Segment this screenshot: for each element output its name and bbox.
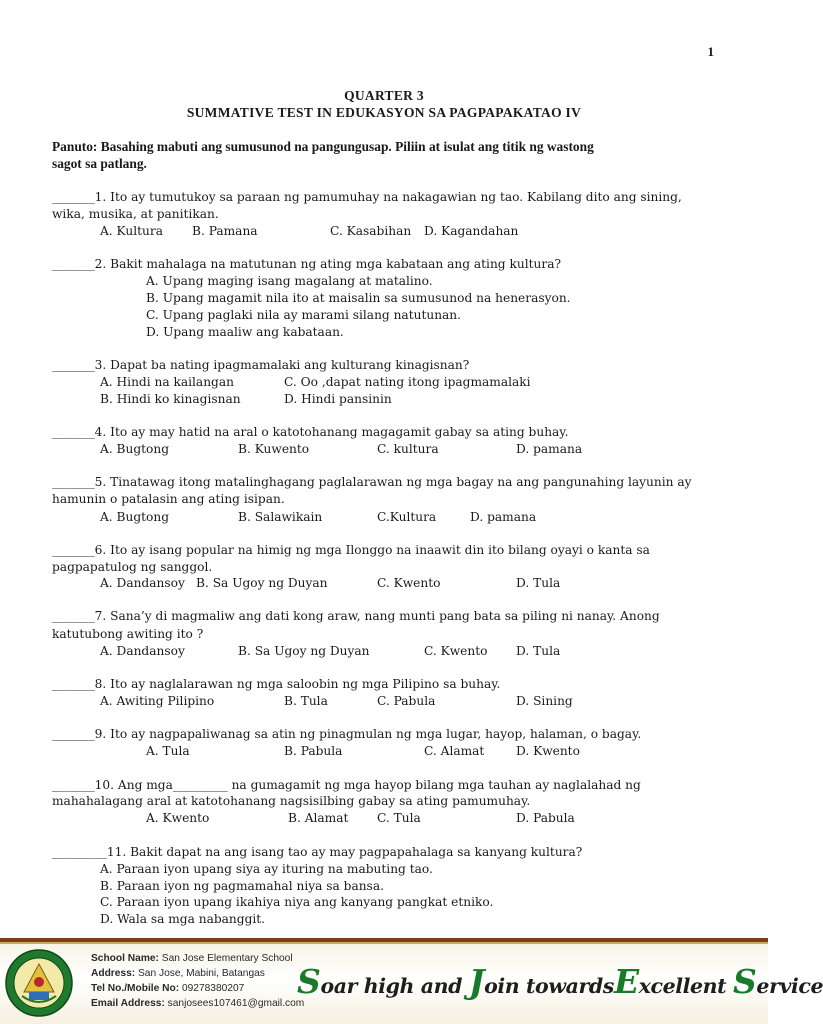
email: sanjosees107461@gmail.com	[167, 998, 305, 1009]
school-info	[91, 951, 304, 1011]
question-5-option-a: A. Bugtong	[100, 510, 170, 524]
question-11-option-b: B. Paraan iyon ng pagmamahal niya sa bansa.	[100, 879, 384, 893]
question-2-option-c: C. Upang paglaki nila ay marami silang natutunan.	[146, 308, 462, 322]
motto-letter-e: E	[613, 962, 639, 1001]
question-11-text-line-1: _________11. Bakit dapat na ang isang tao ay may pagpapahalaga sa kanyang kultura?	[52, 845, 583, 859]
instructions-line-2: sagot sa patlang.	[52, 156, 147, 171]
tel-label: Tel No./Mobile No:	[91, 983, 180, 994]
question-3-option-a: A. Hindi na kailangan	[100, 375, 234, 389]
question-7-option-b: B. Sa Ugoy ng Duyan	[238, 644, 370, 658]
email-row	[91, 996, 304, 1011]
test-title: SUMMATIVE TEST IN EDUKASYON SA PAGPAPAKATAO IV	[186, 105, 582, 120]
test-quarter-heading: QUARTER 3	[344, 88, 424, 103]
question-1-option-a: A. Kultura	[100, 224, 163, 238]
question-9-option-c: C. Alamat	[424, 744, 485, 758]
question-6-text-line-1: _______6. Ito ay isang popular na himig ng mga Ilonggo na inaawit din ito bilang oyayi o kanta sa	[52, 543, 650, 557]
question-7-option-c: C. Kwento	[424, 644, 488, 658]
question-8-text-line-1: _______8. Ito ay naglalarawan ng mga saloobin ng mga Pilipino sa buhay.	[52, 677, 501, 691]
motto-part-3: xcellent	[638, 974, 733, 998]
question-9-option-d: D. Kwento	[516, 744, 580, 758]
address-label: Address:	[91, 968, 136, 979]
question-7-text-line-1: _______7. Sana’y di magmaliw ang dati kong araw, nang munti pang bata sa piling ni nanay. Anong	[52, 609, 660, 623]
question-9-option-a: A. Tula	[146, 744, 190, 758]
question-10-option-d: D. Pabula	[516, 811, 575, 825]
question-5-option-c: C.Kultura	[377, 510, 437, 524]
instructions-line-1: Panuto: Basahing mabuti ang sumusunod na pangungusap. Piliin at isulat ang titik ng wastong	[52, 139, 594, 154]
question-11-option-d: D. Wala sa mga nabanggit.	[100, 912, 266, 926]
question-6-option-a: A. Dandansoy	[100, 576, 185, 590]
question-6-option-b: B. Sa Ugoy ng Duyan	[196, 576, 328, 590]
question-4-option-d: D. pamana	[516, 442, 583, 456]
question-2-text-line-1: _______2. Bakit mahalaga na matutunan ng ating mga kabataan ang ating kultura?	[52, 257, 561, 271]
question-11-option-a: A. Paraan iyon upang siya ay ituring na mabuting tao.	[100, 862, 433, 876]
question-3-option-c: C. Oo ,dapat nating itong ipagmamalaki	[284, 375, 531, 389]
question-11-option-c: C. Paraan iyon upang ikahiya niya ang kanyang pangkat etniko.	[100, 895, 494, 909]
question-1-option-c: C. Kasabihan	[330, 224, 412, 238]
school-seal-icon	[4, 948, 74, 1018]
address-row	[91, 966, 304, 981]
tel: 09278380207	[181, 983, 245, 994]
question-3-text-line-1: _______3. Dapat ba nating ipagmamalaki ang kulturang kinagisnan?	[52, 358, 470, 372]
question-10-option-c: C. Tula	[377, 811, 421, 825]
question-3-option-b: B. Hindi ko kinagisnan	[100, 392, 241, 406]
question-10-text-line-1: _______10. Ang mga_________ na gumagamit ng mga hayop bilang mga tauhan ay naglalahad ng	[52, 778, 641, 792]
question-8-option-c: C. Pabula	[377, 694, 436, 708]
question-10-text-line-2: mahahalagang aral at katotohanang nagsisilbing gabay sa ating pamumuhay.	[52, 794, 531, 808]
question-6-option-c: C. Kwento	[377, 576, 441, 590]
question-7-option-d: D. Tula	[516, 644, 561, 658]
question-7-text-line-2: katutubong awiting ito ?	[52, 627, 204, 641]
school-footer	[0, 938, 823, 1024]
instructions	[52, 138, 707, 172]
question-1-option-d: D. Kagandahan	[424, 224, 519, 238]
question-8-option-a: A. Awiting Pilipino	[100, 694, 215, 708]
school-name-label: School Name:	[91, 953, 159, 964]
motto-letter-s2: S	[732, 962, 757, 1001]
address: San Jose, Mabini, Batangas	[138, 968, 265, 979]
page-number: 1	[707, 44, 714, 59]
question-9-text-line-1: _______9. Ito ay nagpapaliwanag sa atin ng pinagmulan ng mga lugar, hayop, halaman, o bagay.	[52, 727, 642, 741]
motto-letter-s: S	[297, 962, 321, 1001]
question-10-option-b: B. Alamat	[288, 811, 349, 825]
motto-part-4: ervice	[756, 974, 823, 998]
question-1-option-b: B. Pamana	[192, 224, 258, 238]
question-5-option-d: D. pamana	[470, 510, 537, 524]
question-4-text-line-1: _______4. Ito ay may hatid na aral o katotohanang magagamit gabay sa ating buhay.	[52, 425, 569, 439]
motto-letter-j: J	[468, 962, 485, 1001]
question-4-option-b: B. Kuwento	[238, 442, 310, 456]
question-4-option-c: C. kultura	[377, 442, 439, 456]
question-7-option-a: A. Dandansoy	[100, 644, 185, 658]
question-1-text-line-2: wika, musika, at panitikan.	[52, 207, 219, 221]
motto-part-2: oin towards	[484, 974, 614, 998]
question-5-text-line-2: hamunin o patalasin ang ating isipan.	[52, 492, 285, 506]
motto-part-1: oar high and	[320, 974, 469, 998]
question-8-option-b: B. Tula	[284, 694, 328, 708]
question-5-text-line-1: _______5. Tinatawag itong matalinghagang paglalarawan ng mga bagay na ang pangunahing layunin ay	[52, 475, 692, 489]
school-name: San Jose Elementary School	[161, 953, 293, 964]
question-1-text-line-1: _______1. Ito ay tumutukoy sa paraan ng pamumuhay na nakagawian ng tao. Kabilang dito ang sining,	[52, 190, 682, 204]
question-3-option-d: D. Hindi pansinin	[284, 392, 392, 406]
school-motto	[297, 962, 823, 1001]
footer-divider	[0, 942, 768, 944]
question-10-option-a: A. Kwento	[146, 811, 210, 825]
question-8-option-d: D. Sining	[516, 694, 573, 708]
school-name-row	[91, 951, 304, 966]
question-2-option-a: A. Upang maging isang magalang at matalino.	[146, 274, 433, 288]
question-6-text-line-2: pagpapatulog ng sanggol.	[52, 560, 213, 574]
question-2-option-d: D. Upang maaliw ang kabataan.	[146, 325, 344, 339]
question-5-option-b: B. Salawikain	[238, 510, 323, 524]
email-label: Email Address:	[91, 998, 165, 1009]
tel-row	[91, 981, 304, 996]
question-4-option-a: A. Bugtong	[100, 442, 170, 456]
question-6-option-d: D. Tula	[516, 576, 561, 590]
question-2-option-b: B. Upang magamit nila ito at maisalin sa sumusunod na henerasyon.	[146, 291, 571, 305]
question-9-option-b: B. Pabula	[284, 744, 343, 758]
